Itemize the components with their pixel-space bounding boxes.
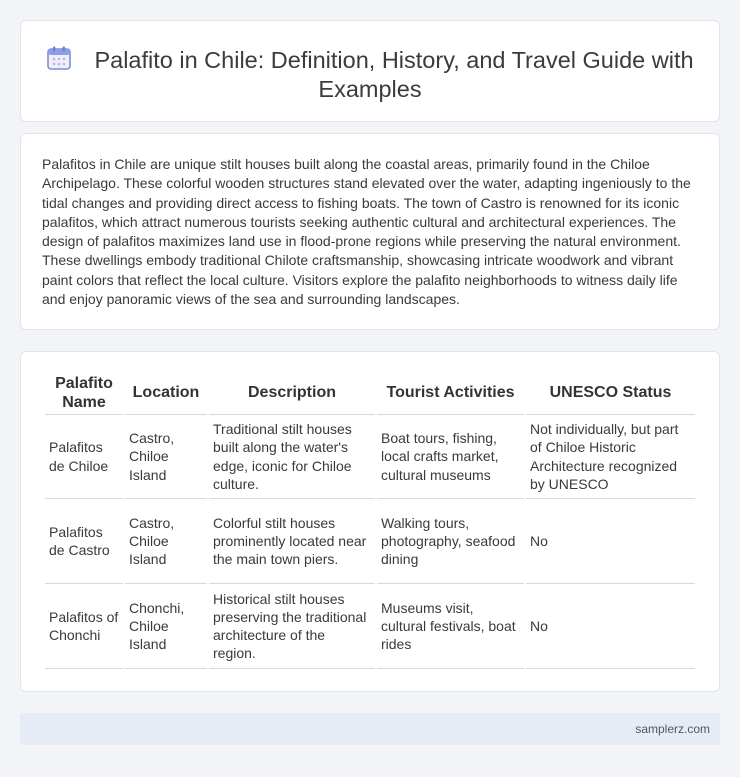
cell-name: Palafitos de Chiloe <box>45 415 123 499</box>
palafito-table <box>43 371 697 669</box>
table-card <box>20 351 720 692</box>
column-header-unesco: UNESCO Status <box>526 371 695 415</box>
footer-source-link[interactable]: samplerz.com <box>635 722 710 736</box>
column-header-description: Description <box>209 371 375 415</box>
table-row <box>45 499 695 584</box>
cell-name: Palafitos of Chonchi <box>45 584 123 669</box>
cell-description: Historical stilt houses preserving the traditional architecture of the region. <box>209 584 375 669</box>
cell-location: Castro, Chiloe Island <box>125 499 207 584</box>
column-header-activities: Tourist Activities <box>377 371 524 415</box>
cell-name: Palafitos de Castro <box>45 499 123 584</box>
column-header-name: Palafito Name <box>45 371 123 415</box>
table-row <box>45 584 695 669</box>
cell-description: Traditional stilt houses built along the water's edge, iconic for Chiloe culture. <box>209 415 375 499</box>
cell-activities: Boat tours, fishing, local crafts market, cultural museums <box>377 415 524 499</box>
cell-location: Castro, Chiloe Island <box>125 415 207 499</box>
title-card <box>20 20 720 122</box>
intro-paragraph: Palafitos in Chile are unique stilt houses built along the coastal areas, primarily found in the Chiloe Archipelago. These colorful wooden structures stand elevated over the water, adapting ingeniously to the tidal changes and providing direct access to fishing boats. The town of Castro is renowned for its iconic palafitos, which attract numerous tourists seeking authentic cultural and architectural experiences. The design of palafitos maximizes land use in flood-prone regions while preserving the natural environment. These dwellings embody traditional Chilote craftsmanship, showcasing intricate woodwork and vibrant paint colors that reflect the local culture. Visitors explore the palafito neighborhoods to witness daily life and enjoy panoramic views of the sea and surrounding landscapes. <box>42 156 691 308</box>
cell-unesco: No <box>526 499 695 584</box>
table-header-row <box>45 371 695 415</box>
cell-description: Colorful stilt houses prominently located near the main town piers. <box>209 499 375 584</box>
table-row <box>45 415 695 499</box>
page-title-text: Palafito in Chile: Definition, History, and Travel Guide with Examples <box>94 47 694 102</box>
cell-location: Chonchi, Chiloe Island <box>125 584 207 669</box>
intro-card <box>20 133 720 330</box>
cell-activities: Walking tours, photography, seafood dining <box>377 499 524 584</box>
cell-activities: Museums visit, cultural festivals, boat rides <box>377 584 524 669</box>
footer-bar <box>20 713 720 745</box>
cell-unesco: Not individually, but part of Chiloe Historic Architecture recognized by UNESCO <box>526 415 695 499</box>
column-header-location: Location <box>125 371 207 415</box>
cell-unesco: No <box>526 584 695 669</box>
calendar-icon <box>46 45 72 71</box>
page-title <box>41 45 699 104</box>
